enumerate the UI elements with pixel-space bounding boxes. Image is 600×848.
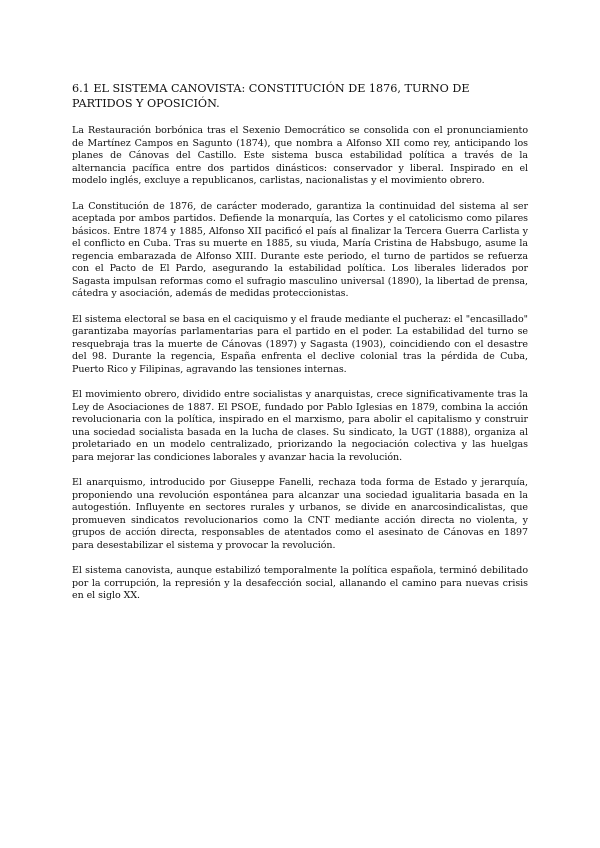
paragraph-conclusion: El sistema canovista, aunque estabilizó temporalmente la política española, terminó debilitado por la corrupción, la represión y la desafección social, allanando el camino para nuevas crisis en el siglo XX. [72,565,528,601]
paragraph-sistema-electoral: El sistema electoral se basa en el caciquismo y el fraude mediante el pucheraz: el "encasillado" garantizaba mayorías parlamentarias para el partido en el poder. La estabilidad del turno se resquebraja tras la muerte de Cánovas (1897) y Sagasta (1903), coincidiendo con el desastre del 98. Durante la regencia, España enfrenta el declive colonial tras la pérdida de Cuba, Puerto Rico y Filipinas, agravando las tensiones internas. [72,313,528,375]
paragraph-movimiento-obrero: El movimiento obrero, dividido entre socialistas y anarquistas, crece significativamente tras la Ley de Asociaciones de 1887. El PSOE, fundado por Pablo Iglesias en 1879, combina la acción revolucionaria con la política, inspirado en el marxismo, para abolir el capitalismo y construir una sociedad socialista basada en la lucha de clases. Su sindicato, la UGT (1888), organiza al proletariado en un modelo centralizado, priorizando la negociación colectiva y las huelgas para mejorar las condiciones laborales y avanzar hacia la revolución. [72,389,528,463]
document-page [72,82,528,616]
paragraph-constitucion: La Constitución de 1876, de carácter moderado, garantiza la continuidad del sistema al ser aceptada por ambos partidos. Defiende la monarquía, las Cortes y el catolicismo como pilares básicos. Entre 1874 y 1885, Alfonso XII pacificó el país al finalizar la Tercera Guerra Carlista y el conflicto en Cuba. Tras su muerte en 1885, su viuda, María Cristina de Habsbugo, asume la regencia embarazada de Alfonso XIII. Durante este periodo, el turno de partidos se refuerza con el Pacto de El Pardo, asegurando la estabilidad política. Los liberales liderados por Sagasta impulsan reformas como el sufragio masculino universal (1890), la libertad de prensa, cátedra y asociación, además de medidas proteccionistas. [72,200,528,299]
paragraph-anarquismo: El anarquismo, introducido por Giuseppe Fanelli, rechaza toda forma de Estado y jerarquía, proponiendo una revolución espontánea para alcanzar una sociedad igualitaria basada en la autogestión. Influyente en sectores rurales y urbanos, se divide en anarcosindicalistas, que promueven sindicatos revolucionarios como la CNT mediante acción directa no violenta, y grupos de acción directa, responsables de atentados como el asesinato de Cánovas en 1897 para desestabilizar el sistema y provocar la revolución. [72,477,528,551]
page-title: 6.1 EL SISTEMA CANOVISTA: CONSTITUCIÓN DE 1876, TURNO DE PARTIDOS Y OPOSICIÓN. [72,82,470,110]
paragraph-restauracion: La Restauración borbónica tras el Sexenio Democrático se consolida con el pronunciamiento de Martínez Campos en Sagunto (1874), que nombra a Alfonso XII como rey, anticipando los planes de Cánovas del Castillo. Este sistema busca estabilidad política a través de la alternancia pacífica entre dos partidos dinásticos: conservador y liberal. Inspirado en el modelo inglés, excluye a republicanos, carlistas, nacionalistas y el movimiento obrero. [72,125,528,186]
